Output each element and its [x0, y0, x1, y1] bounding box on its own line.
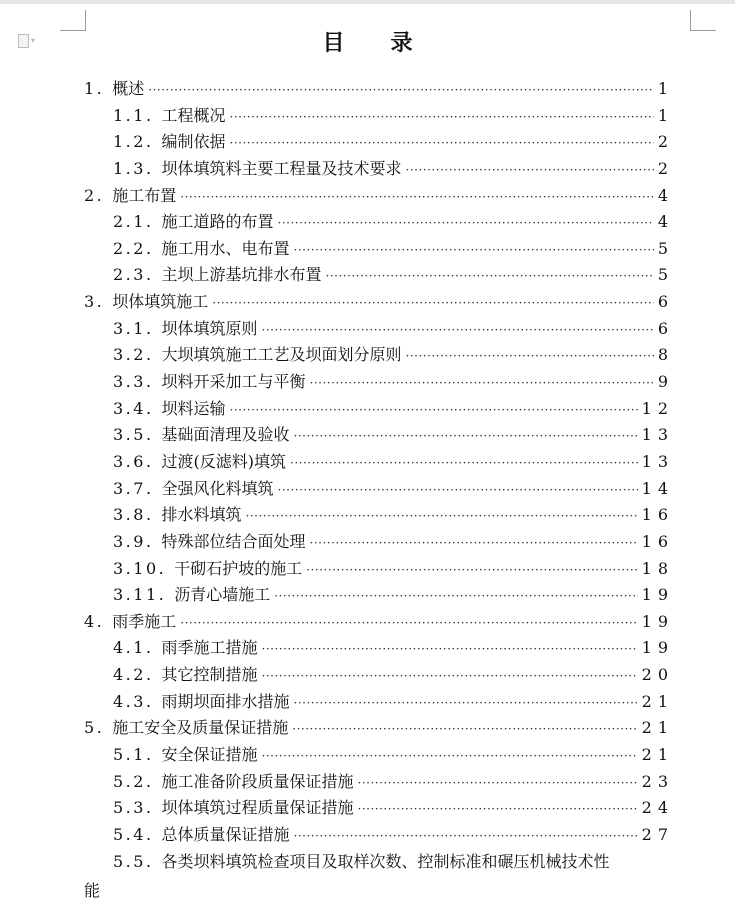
toc-entry-number: 3.6.	[113, 451, 154, 471]
toc-entry-title: 干砌石护坡的施工	[174, 558, 303, 578]
toc-entry[interactable]	[84, 449, 674, 476]
toc-dot-leader	[180, 610, 637, 637]
toc-entry-number: 2.2.	[113, 238, 154, 258]
toc-entry-number: 3.8.	[113, 505, 154, 525]
toc-entry-number: 1.3.	[113, 158, 154, 178]
toc-dot-leader	[230, 130, 654, 157]
toc-entry-number: 1.	[84, 79, 105, 98]
toc-entry[interactable]	[84, 183, 674, 210]
toc-entry-number: 1.1.	[113, 105, 154, 125]
toc-entry-page: 5	[657, 238, 674, 258]
toc-entry-page: 2	[657, 132, 674, 152]
toc-entry[interactable]	[84, 129, 674, 156]
toc-entry[interactable]	[84, 422, 674, 449]
toc-entry-title: 概述	[112, 79, 145, 98]
toc-entry[interactable]	[84, 236, 674, 263]
toc-dot-leader	[294, 823, 638, 850]
toc-entry-title: 雨季施工措施	[161, 638, 258, 658]
toc-entry[interactable]	[84, 795, 674, 822]
toc-dot-leader	[294, 237, 654, 264]
toc-entry-number: 3.7.	[113, 478, 154, 498]
toc-dot-leader	[262, 663, 638, 690]
toc-entry-page: 19	[641, 585, 674, 605]
toc-entry[interactable]	[84, 316, 674, 343]
toc-entry-page: 13	[641, 425, 674, 445]
toc-dot-leader	[262, 317, 654, 344]
toc-entry-title: 特殊部位结合面处理	[161, 531, 306, 551]
toc-entry[interactable]	[84, 156, 674, 183]
toc-entry-page: 2	[657, 158, 674, 178]
toc-entry-title: 编制依据	[161, 132, 226, 152]
toc-entry[interactable]	[84, 209, 674, 236]
toc-dot-leader	[292, 716, 637, 743]
toc-entry-number: 4.	[84, 611, 105, 631]
toc-entry-page: 9	[657, 372, 674, 392]
toc-dot-leader	[358, 796, 638, 823]
toc-entry-number: 3.11.	[113, 585, 167, 605]
toc-entry-title: 主坝上游基坑排水布置	[161, 265, 322, 285]
toc-entry-page: 27	[641, 824, 674, 844]
toc-entry-title: 坝料开采加工与平衡	[161, 372, 306, 392]
toc-entry-title: 坝体填筑施工	[112, 292, 209, 312]
toc-dot-leader	[310, 530, 638, 557]
toc-entry-page: 19	[641, 638, 674, 658]
toc-dot-leader	[230, 104, 654, 131]
toc-entry-title: 基础面清理及验收	[161, 425, 290, 445]
toc-entry-number: 4.1.	[113, 638, 154, 658]
toc-entry-title: 施工安全及质量保证措施	[112, 718, 289, 738]
toc-dot-leader	[326, 263, 654, 290]
toc-entry-page: 20	[641, 665, 674, 685]
toc-entry-title: 总体质量保证措施	[161, 824, 290, 844]
toc-dot-leader	[310, 370, 654, 397]
toc-entry[interactable]	[84, 556, 674, 583]
toc-dot-leader	[148, 77, 654, 104]
top-gray-bar	[0, 0, 735, 4]
document-icon[interactable]: ▾	[18, 34, 36, 48]
toc-entry-number: 4.2.	[113, 665, 154, 685]
toc-entry-number: 3.10.	[113, 558, 167, 578]
toc-entry-number: 3.5.	[113, 425, 154, 445]
toc-dot-leader	[262, 743, 638, 770]
toc-entry-title: 工程概况	[161, 105, 226, 125]
toc-entry[interactable]	[84, 103, 674, 130]
toc-dot-leader	[290, 450, 638, 477]
toc-entry-number: 1.2.	[113, 132, 154, 152]
title-char-1: 目	[322, 31, 345, 56]
toc-entry-title: 排水料填筑	[161, 505, 242, 525]
toc-entry-page: 1	[657, 105, 674, 125]
toc-dot-leader	[274, 583, 637, 610]
toc-entry-number: 3.4.	[113, 398, 154, 418]
toc-entry[interactable]	[84, 822, 674, 849]
toc-entry-number: 2.1.	[113, 212, 154, 232]
page-title	[0, 26, 735, 57]
toc-entry-page: 12	[641, 398, 674, 418]
toc-entry[interactable]	[84, 396, 674, 423]
toc-entry[interactable]	[84, 502, 674, 529]
toc-dot-leader	[294, 690, 638, 717]
toc-entry-number: 5.5.	[113, 851, 154, 871]
toc-entry-number: 2.3.	[113, 265, 154, 285]
toc-entry-title: 过渡(反滤料)填筑	[161, 451, 287, 471]
toc-entry[interactable]	[84, 689, 674, 716]
toc-dot-leader	[406, 343, 654, 370]
toc-entry-title: 全强风化料填筑	[161, 478, 274, 498]
toc-entry-page: 14	[641, 478, 674, 498]
toc-entry-page: 13	[641, 451, 674, 471]
toc-entry-number: 4.3.	[113, 691, 154, 711]
toc-entry-page: 21	[641, 691, 674, 711]
toc-entry-title: 坝料运输	[161, 398, 226, 418]
toc-entry-title: 施工用水、电布置	[161, 238, 290, 258]
toc-dot-leader	[230, 397, 638, 424]
toc-entry[interactable]	[84, 715, 674, 742]
toc-entry[interactable]	[84, 289, 674, 316]
toc-entry-page: 4	[657, 185, 674, 205]
toc-entry-title: 坝体填筑料主要工程量及技术要求	[161, 158, 402, 178]
toc-entry-page: 16	[641, 505, 674, 525]
toc-dot-leader	[358, 770, 638, 797]
toc-entry-page: 24	[641, 798, 674, 818]
toc-entry-title: 雨季施工	[112, 611, 177, 631]
toc-entry-number: 5.1.	[113, 745, 154, 765]
toc-entry-partial[interactable]	[84, 849, 668, 876]
toc-dot-leader	[306, 557, 637, 584]
title-char-2: 录	[390, 31, 413, 56]
toc-dot-leader	[246, 503, 638, 530]
toc-entry-page: 5	[657, 265, 674, 285]
toc-entry-page: 19	[641, 611, 674, 631]
toc-entry-number: 5.	[84, 718, 105, 738]
toc-entry-number: 3.	[84, 292, 105, 312]
toc-entry[interactable]	[84, 369, 674, 396]
toc-entry[interactable]	[84, 635, 674, 662]
toc-entry-page: 8	[657, 345, 674, 365]
toc-entry[interactable]	[84, 529, 674, 556]
toc-dot-leader	[278, 477, 638, 504]
toc-entry-number: 5.2.	[113, 771, 154, 791]
toc-entry-page: 6	[657, 292, 674, 312]
toc-entry[interactable]	[84, 662, 674, 689]
toc-entry-page: 16	[641, 531, 674, 551]
toc-entry[interactable]	[84, 769, 674, 796]
toc-dot-leader	[278, 210, 654, 237]
toc-entry-title: 大坝填筑施工工艺及坝面划分原则	[161, 345, 402, 365]
toc-entry-title: 安全保证措施	[161, 745, 258, 765]
toc-entry-title: 施工道路的布置	[161, 212, 274, 232]
toc-entry-page: 21	[641, 718, 674, 738]
toc-entry-title: 各类坝料填筑检查项目及取样次数、控制标准和碾压机械技术性	[161, 851, 610, 871]
toc-entry-title: 沥青心墙施工	[174, 585, 271, 605]
toc-entry-title: 坝体填筑原则	[161, 318, 258, 338]
toc-entry[interactable]	[84, 76, 674, 103]
toc-dot-leader	[212, 290, 654, 317]
toc-entry-page: 18	[641, 558, 674, 578]
cut-off-text: 能	[84, 881, 101, 900]
toc-entry[interactable]	[84, 609, 674, 636]
toc-entry[interactable]	[84, 582, 674, 609]
toc-entry[interactable]	[84, 742, 674, 769]
toc-entry-title: 施工布置	[112, 185, 177, 205]
toc-entry-number: 2.	[84, 185, 105, 205]
toc-entry-title: 其它控制措施	[161, 665, 258, 685]
toc-entry-page: 1	[657, 79, 674, 98]
toc-entry-number: 3.9.	[113, 531, 154, 551]
toc-entry-page: 23	[641, 771, 674, 791]
toc-dot-leader	[406, 157, 654, 184]
toc-entry-title: 坝体填筑过程质量保证措施	[161, 798, 354, 818]
toc-entry-page: 6	[657, 318, 674, 338]
table-of-contents	[84, 76, 674, 875]
toc-entry[interactable]	[84, 342, 674, 369]
toc-entry-number: 5.4.	[113, 824, 154, 844]
toc-dot-leader	[262, 636, 638, 663]
toc-entry[interactable]	[84, 262, 674, 289]
toc-entry-title: 施工准备阶段质量保证措施	[161, 771, 354, 791]
toc-entry-title: 雨期坝面排水措施	[161, 691, 290, 711]
toc-entry-number: 3.3.	[113, 372, 154, 392]
toc-entry-page: 21	[641, 745, 674, 765]
toc-entry[interactable]	[84, 476, 674, 503]
toc-dot-leader	[180, 184, 654, 211]
toc-entry-page: 4	[657, 212, 674, 232]
toc-dot-leader	[294, 423, 638, 450]
toc-entry-number: 3.2.	[113, 345, 154, 365]
toc-entry-number: 5.3.	[113, 798, 154, 818]
toc-entry-number: 3.1.	[113, 318, 154, 338]
